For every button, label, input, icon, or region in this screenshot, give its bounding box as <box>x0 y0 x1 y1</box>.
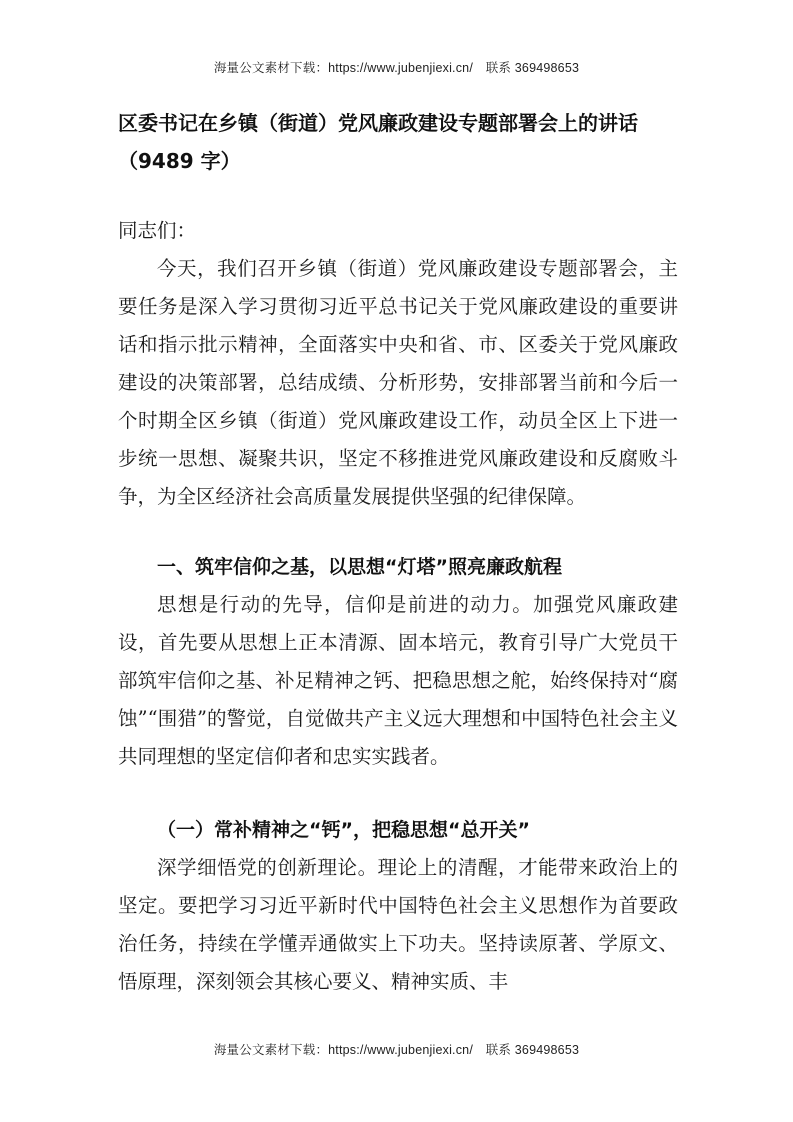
paragraph-subsection-1: 深学细悟党的创新理论。理论上的清醒，才能带来政治上的坚定。要把学习习近平新时代中国特色社会主义思想作为首要政治任务，持续在学懂弄通做实上下功夫。坚持读原著、学原文、悟原理，深刻领会其核心要义、精神实质、丰 <box>118 856 678 993</box>
paragraph-intro: 今天，我们召开乡镇（街道）党风廉政建设专题部署会，主要任务是深入学习贯彻习近平总书记关于党风廉政建设的重要讲话和指示批示精神，全面落实中央和省、市、区委关于党风廉政建设的决策部署，总结成绩、分析形势，安排部署当前和今后一个时期全区乡镇（街道）党风廉政建设工作，动员全区上下进一步统一思想、凝聚共识，坚定不移推进党风廉政建设和反腐败斗争，为全区经济社会高质量发展提供坚强的纪律保障。 <box>118 257 678 508</box>
page-footer: 海量公文素材下载：https://www.jubenjiexi.cn/ 联系 369498653 <box>213 1043 580 1057</box>
document-title: 区委书记在乡镇（街道）党风廉政建设专题部署会上的讲话（9489 字） <box>118 111 638 173</box>
section-heading-1: 一、筑牢信仰之基，以思想“灯塔”照亮廉政航程 <box>157 556 562 578</box>
subsection-heading-1: （一）常补精神之“钙”，把稳思想“总开关” <box>157 819 530 841</box>
paragraph-section-1: 思想是行动的先导，信仰是前进的动力。加强党风廉政建设，首先要从思想上正本清源、固本培元，教育引导广大党员干部筑牢信仰之基、补足精神之钙、把稳思想之舵，始终保持对“腐蚀”“围猎”的警觉，自觉做共产主义远大理想和中国特色社会主义共同理想的坚定信仰者和忠实实践者。 <box>118 593 678 768</box>
salutation: 同志们： <box>118 219 197 242</box>
page-header: 海量公文素材下载：https://www.jubenjiexi.cn/ 联系 369498653 <box>213 61 580 75</box>
